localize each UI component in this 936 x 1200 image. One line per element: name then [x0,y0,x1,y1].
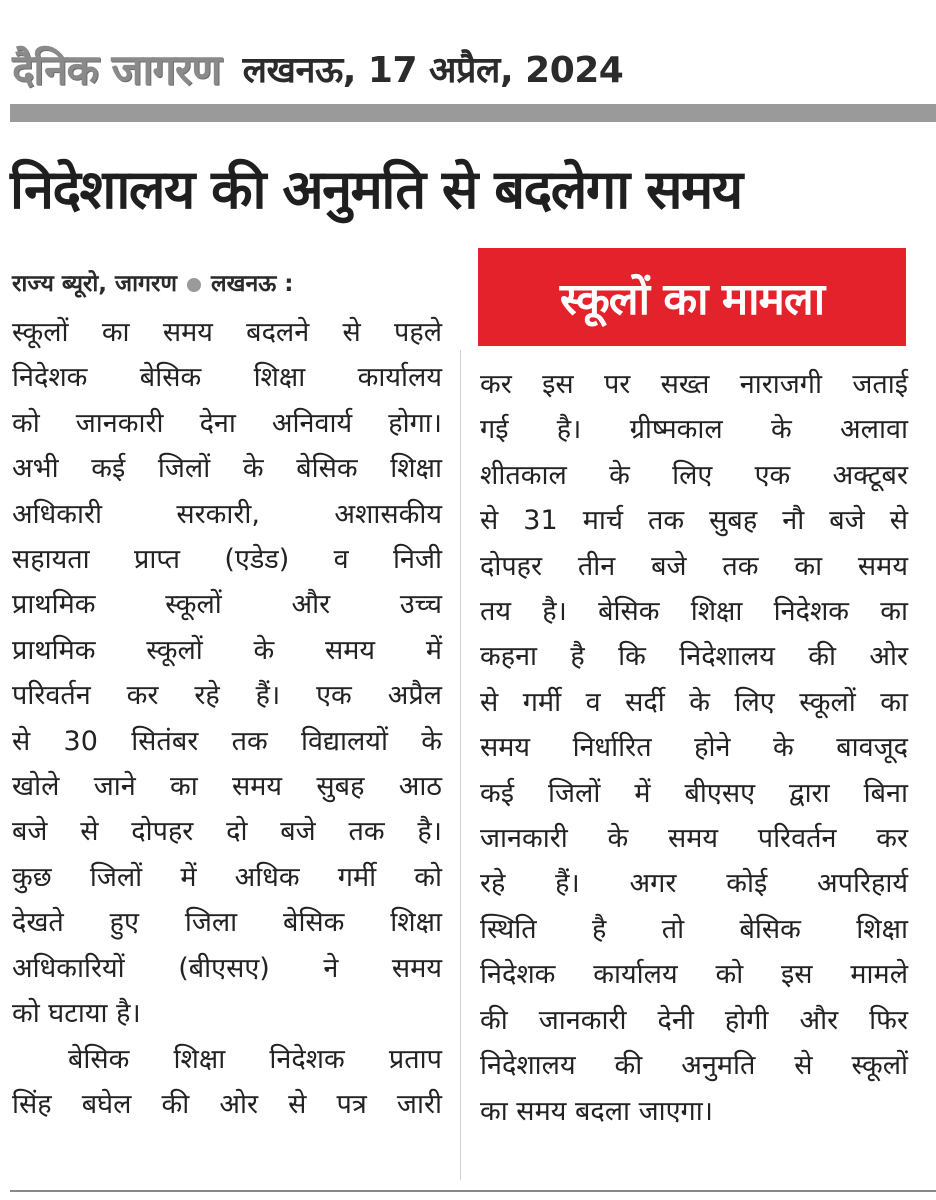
article-line: प्राथमिक स्कूलों और उच्च [12,589,442,621]
article-line: से 31 मार्च तक सुबह नौ बजे से [480,505,908,537]
article-line: को जानकारी देना अनिवार्य होगा। [12,407,442,439]
article-line: स्कूलों का समय बदलने से पहले [12,317,442,348]
article-line: निदेशालय की अनुमति से स्कूलों [480,1050,908,1082]
byline [12,266,442,298]
article-line: जानकारी के समय परिवर्तन कर [480,823,908,855]
article-line: कहना है कि निदेशालय की ओर [480,641,908,673]
article-line: से 30 सितंबर तक विद्यालयों के [12,725,442,757]
section-tag-label: स्कूलों का मामला [559,274,825,325]
article-line: प्राथमिक स्कूलों के समय में [12,634,442,666]
article-line: शीतकाल के लिए एक अक्टूबर [480,459,908,491]
article-line: स्थिति है तो बेसिक शिक्षा [480,913,908,945]
article-line: अभी कई जिलों के बेसिक शिक्षा [12,453,442,485]
article-line: अधिकारी सरकारी, अशासकीय [12,498,442,530]
article-line: को घटाया है। [12,998,141,1030]
article-line: बेसिक शिक्षा निदेशक प्रताप [68,1043,442,1075]
left-column [12,310,442,1127]
article-line: बजे से दोपहर दो बजे तक है। [12,816,442,848]
article-line: का समय बदला जाएगा। [480,1095,713,1127]
section-tag [478,248,906,346]
article-line: देखते हुए जिला बेसिक शिक्षा [12,907,442,939]
article-line: की जानकारी देनी होगी और फिर [480,1004,908,1036]
article-line: सहायता प्राप्त (एडेड) व निजी [12,544,442,576]
article-line: परिवर्तन कर रहे हैं। एक अप्रैल [12,680,442,712]
article-line: कई जिलों में बीएसए द्वारा बिना [480,777,908,809]
bottom-rule [10,1190,936,1192]
article-line: दोपहर तीन बजे तक का समय [480,550,908,582]
article-line: निदेशक बेसिक शिक्षा कार्यालय [12,362,442,394]
article-line: तय है। बेसिक शिक्षा निदेशक का [480,596,908,628]
byline-place: लखनऊ : [211,271,294,297]
article-line: गई है। ग्रीष्मकाल के अलावा [480,414,908,446]
newspaper-logo: दैनिक जागरण [12,44,221,94]
right-column [480,362,908,1134]
article-line: निदेशक कार्यालय को इस मामले [480,959,908,991]
article-line: से गर्मी व सर्दी के लिए स्कूलों का [480,686,908,718]
article-line: खोले जाने का समय सुबह आठ [12,771,442,803]
article-line: रहे हैं। अगर कोई अपरिहार्य [480,868,908,900]
headline: निदेशालय की अनुमति से बदलेगा समय [10,158,742,221]
byline-bureau: राज्य ब्यूरो, जागरण [12,271,178,297]
bullet-dot-icon [187,278,201,292]
article-line: अधिकारियों (बीएसए) ने समय [12,952,442,984]
article-line: कुछ जिलों में अधिक गर्मी को [12,861,442,893]
article-line: सिंह बघेल की ओर से पत्र जारी [12,1088,442,1120]
dateline: लखनऊ, 17 अप्रैल, 2024 [242,49,624,91]
article-line: कर इस पर सख्त नाराजगी जताई [480,369,908,400]
column-divider [460,350,461,1180]
masthead [12,38,623,98]
article-line: समय निर्धारित होने के बावजूद [480,732,908,764]
masthead-rule [10,104,936,122]
